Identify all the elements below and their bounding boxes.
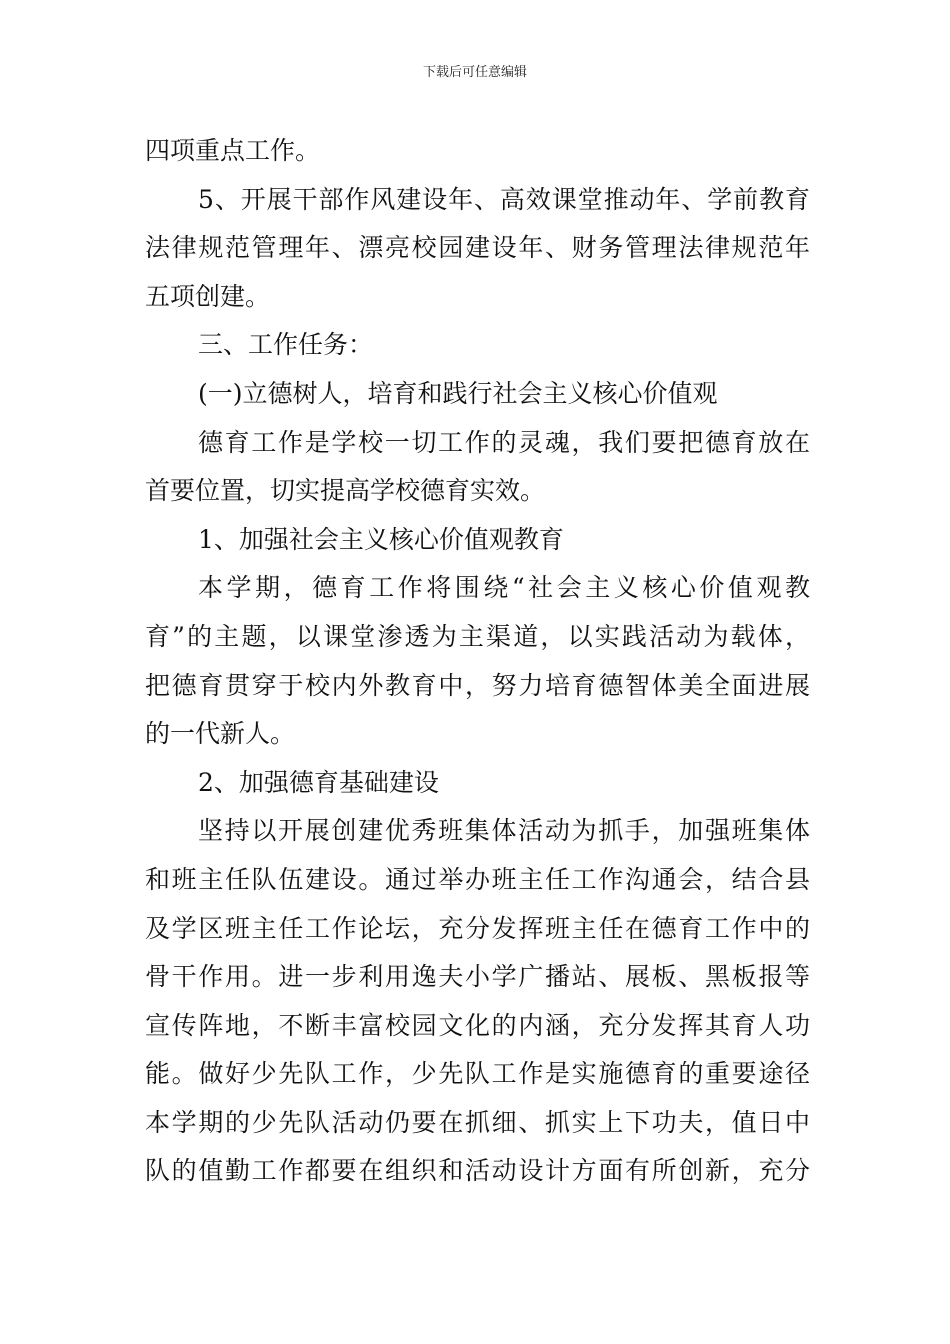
paragraph-line: 首要位置，切实提高学校德育实效。 <box>145 476 546 506</box>
paragraph-line: 骨干作用。进一步利用逸夫小学广播站、展板、黑板报等 <box>145 962 810 992</box>
paragraph-line: 坚持以开展创建优秀班集体活动为抓手，加强班集体 <box>198 816 810 846</box>
page-header: 下载后可任意编辑 <box>422 65 527 80</box>
paragraph-line: 本学期的少先队活动仍要在抓细、抓实上下功夫，值日中 <box>145 1107 810 1137</box>
paragraph-line: 德育工作是学校一切工作的灵魂，我们要把德育放在 <box>198 427 810 457</box>
paragraph-line: 5、开展干部作风建设年、高效课堂推动年、学前教育 <box>198 184 810 214</box>
item-heading: 2、加强德育基础建设 <box>198 767 439 797</box>
paragraph-line: 的一代新人。 <box>145 719 296 749</box>
paragraph-line: 育”的主题，以课堂渗透为主渠道，以实践活动为载体， <box>145 621 810 651</box>
item-heading: 1、加强社会主义核心价值观教育 <box>198 524 564 554</box>
paragraph-line: 四项重点工作。 <box>145 136 321 165</box>
paragraph-line: 宣传阵地，不断丰富校园文化的内涵，充分发挥其育人功 <box>145 1010 810 1040</box>
paragraph-line: 和班主任队伍建设。通过举办班主任工作沟通会，结合县 <box>145 864 810 894</box>
subsection-heading: (一)立德树人，培育和践行社会主义核心价值观 <box>198 378 718 408</box>
paragraph-line: 本学期，德育工作将围绕“社会主义核心价值观教 <box>198 573 810 603</box>
paragraph-line: 能。做好少先队工作，少先队工作是实施德育的重要途径 <box>145 1059 810 1089</box>
paragraph-line: 及学区班主任工作论坛，充分发挥班主任在德育工作中的 <box>145 913 810 943</box>
paragraph-line: 把德育贯穿于校内外教育中，努力培育德智体美全面进展 <box>145 670 810 700</box>
document-body <box>145 127 810 1196</box>
paragraph-line: 法律规范管理年、漂亮校园建设年、财务管理法律规范年 <box>145 233 810 263</box>
paragraph-line: 五项创建。 <box>145 281 271 311</box>
section-heading: 三、工作任务： <box>198 330 374 360</box>
paragraph-line: 队的值勤工作都要在组织和活动设计方面有所创新，充分 <box>145 1156 810 1186</box>
